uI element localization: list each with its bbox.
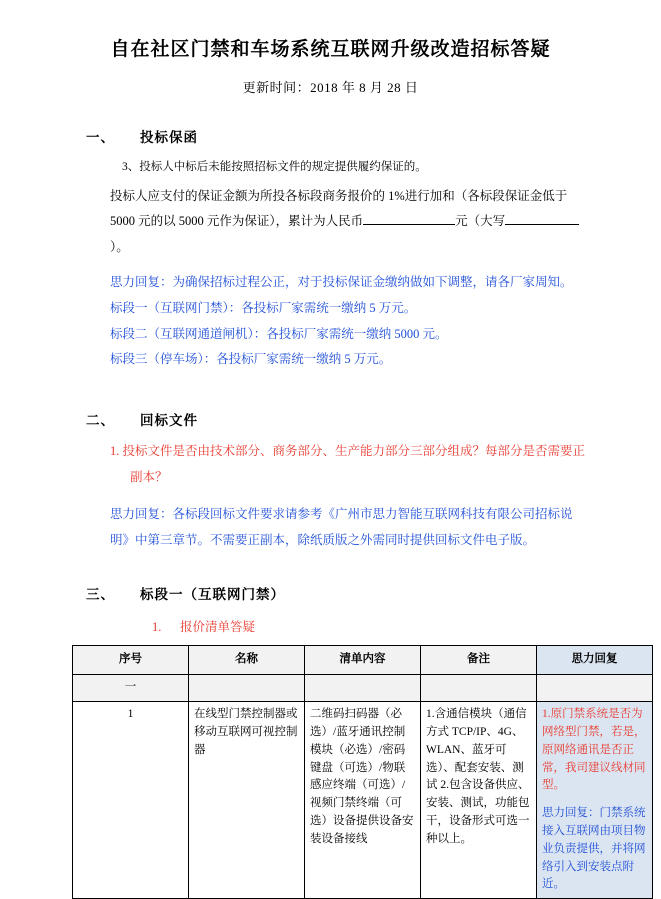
section-number-1: 一、 xyxy=(86,130,115,145)
table-cell-name: 在线型门禁控制器或移动互联网可视控制器 xyxy=(189,702,305,899)
section-2-question-text: 投标文件是否由技术部分、商务部分、生产能力部分三部分组成？每部分是否需要正副本？ xyxy=(122,443,586,484)
section-2-question xyxy=(34,439,627,490)
section-3-sub-title: 报价清单答疑 xyxy=(180,620,256,635)
section-heading-1 xyxy=(34,126,627,146)
table-cell-content: 二维码扫码器（必选）/蓝牙通讯控制模块（必选）/密码键盘（可选）/物联感应终端（可选）/视频门禁终端（可选）设备提供设备安装设备接线 xyxy=(305,702,421,899)
section-1-para-2 xyxy=(34,184,627,261)
table-header-name: 名称 xyxy=(189,646,305,675)
table-cell-reply-answer: 思力回复：门禁系统接入互联网由项目物业负责提供，并将网络引入到安装点附近。 xyxy=(542,807,646,891)
section-1-para-2-text-c: ）。 xyxy=(110,239,129,254)
table-group-blank-1 xyxy=(189,675,305,702)
section-1-para-2-text-b: 元（大写 xyxy=(455,214,506,229)
table-cell-reply xyxy=(537,702,653,899)
table-header-reply: 思力回复 xyxy=(537,646,653,675)
table-header-content: 清单内容 xyxy=(305,646,421,675)
section-1-lot-1: 标段一（互联网门禁）：各投标厂家需统一缴纳 5 万元。 xyxy=(110,301,417,316)
section-1-para-2-text: 投标人应支付的保证金额为所投各标段商务报价的 1%进行加和（各标段保证金低于 5000 元的以 5000 元作为保证），累计为人民币 xyxy=(110,188,568,229)
amount-blank-2 xyxy=(505,224,579,225)
section-1-para-1: 3、投标人中标后未能按照招标文件的规定提供履约保证的。 xyxy=(122,161,427,173)
amount-blank-1 xyxy=(363,224,455,225)
table-group-blank-2 xyxy=(305,675,421,702)
table-row xyxy=(73,702,653,899)
quote-table xyxy=(72,645,653,899)
section-2-answer: 思力回复：各标段回标文件要求请参考《广州市思力智能互联网科技有限公司招标说明》中第三章节。不需要正副本，除纸质版之外需同时提供回标文件电子版。 xyxy=(110,507,573,547)
table-cell-reply-question: 1.原门禁系统是否为网络型门禁，若是，原网络通讯是否正常，我司建议线材同型。 xyxy=(542,708,646,792)
section-2-question-index: 1. xyxy=(110,443,120,458)
table-group-blank-4 xyxy=(537,675,653,702)
table-header-remark: 备注 xyxy=(421,646,537,675)
table-cell-remark: 1.含通信模块（通信方式 TCP/IP、4G、 WLAN、蓝牙可选）、配套安装、测试 2.包含设备供应、安装、测试，功能包干，设备形式可选一种以上。 xyxy=(421,702,537,899)
section-heading-3 xyxy=(34,583,627,603)
section-1-lot-3: 标段三（停车场）：各投标厂家需统一缴纳 5 万元。 xyxy=(110,352,392,367)
section-number-3: 三、 xyxy=(86,587,115,603)
section-number-2: 二、 xyxy=(86,412,115,428)
table-group-label: 一 xyxy=(73,675,189,702)
update-time: 更新时间：2018 年 8 月 28 日 xyxy=(242,80,419,95)
section-title-2: 回标文件 xyxy=(140,412,198,428)
page-title: 自在社区门禁和车场系统互联网升级改造招标答疑 xyxy=(110,39,551,60)
section-title-1: 投标保函 xyxy=(140,130,198,145)
section-1-lot-2: 标段二（互联网通道闸机）：各投标厂家需统一缴纳 5000 元。 xyxy=(110,326,448,341)
table-cell-no: 1 xyxy=(73,702,189,899)
table-group-row xyxy=(73,675,653,702)
section-heading-2 xyxy=(34,409,627,429)
table-header-row xyxy=(73,646,653,675)
table-header-no: 序号 xyxy=(73,646,189,675)
section-1-reply-intro: 思力回复：为确保招标过程公正，对于投标保证金缴纳做如下调整，请各厂家周知。 xyxy=(110,275,573,290)
section-title-3: 标段一（互联网门禁） xyxy=(140,587,285,603)
section-3-subheading xyxy=(34,617,627,635)
section-3-sub-index: 1. xyxy=(152,620,162,635)
table-group-blank-3 xyxy=(421,675,537,702)
